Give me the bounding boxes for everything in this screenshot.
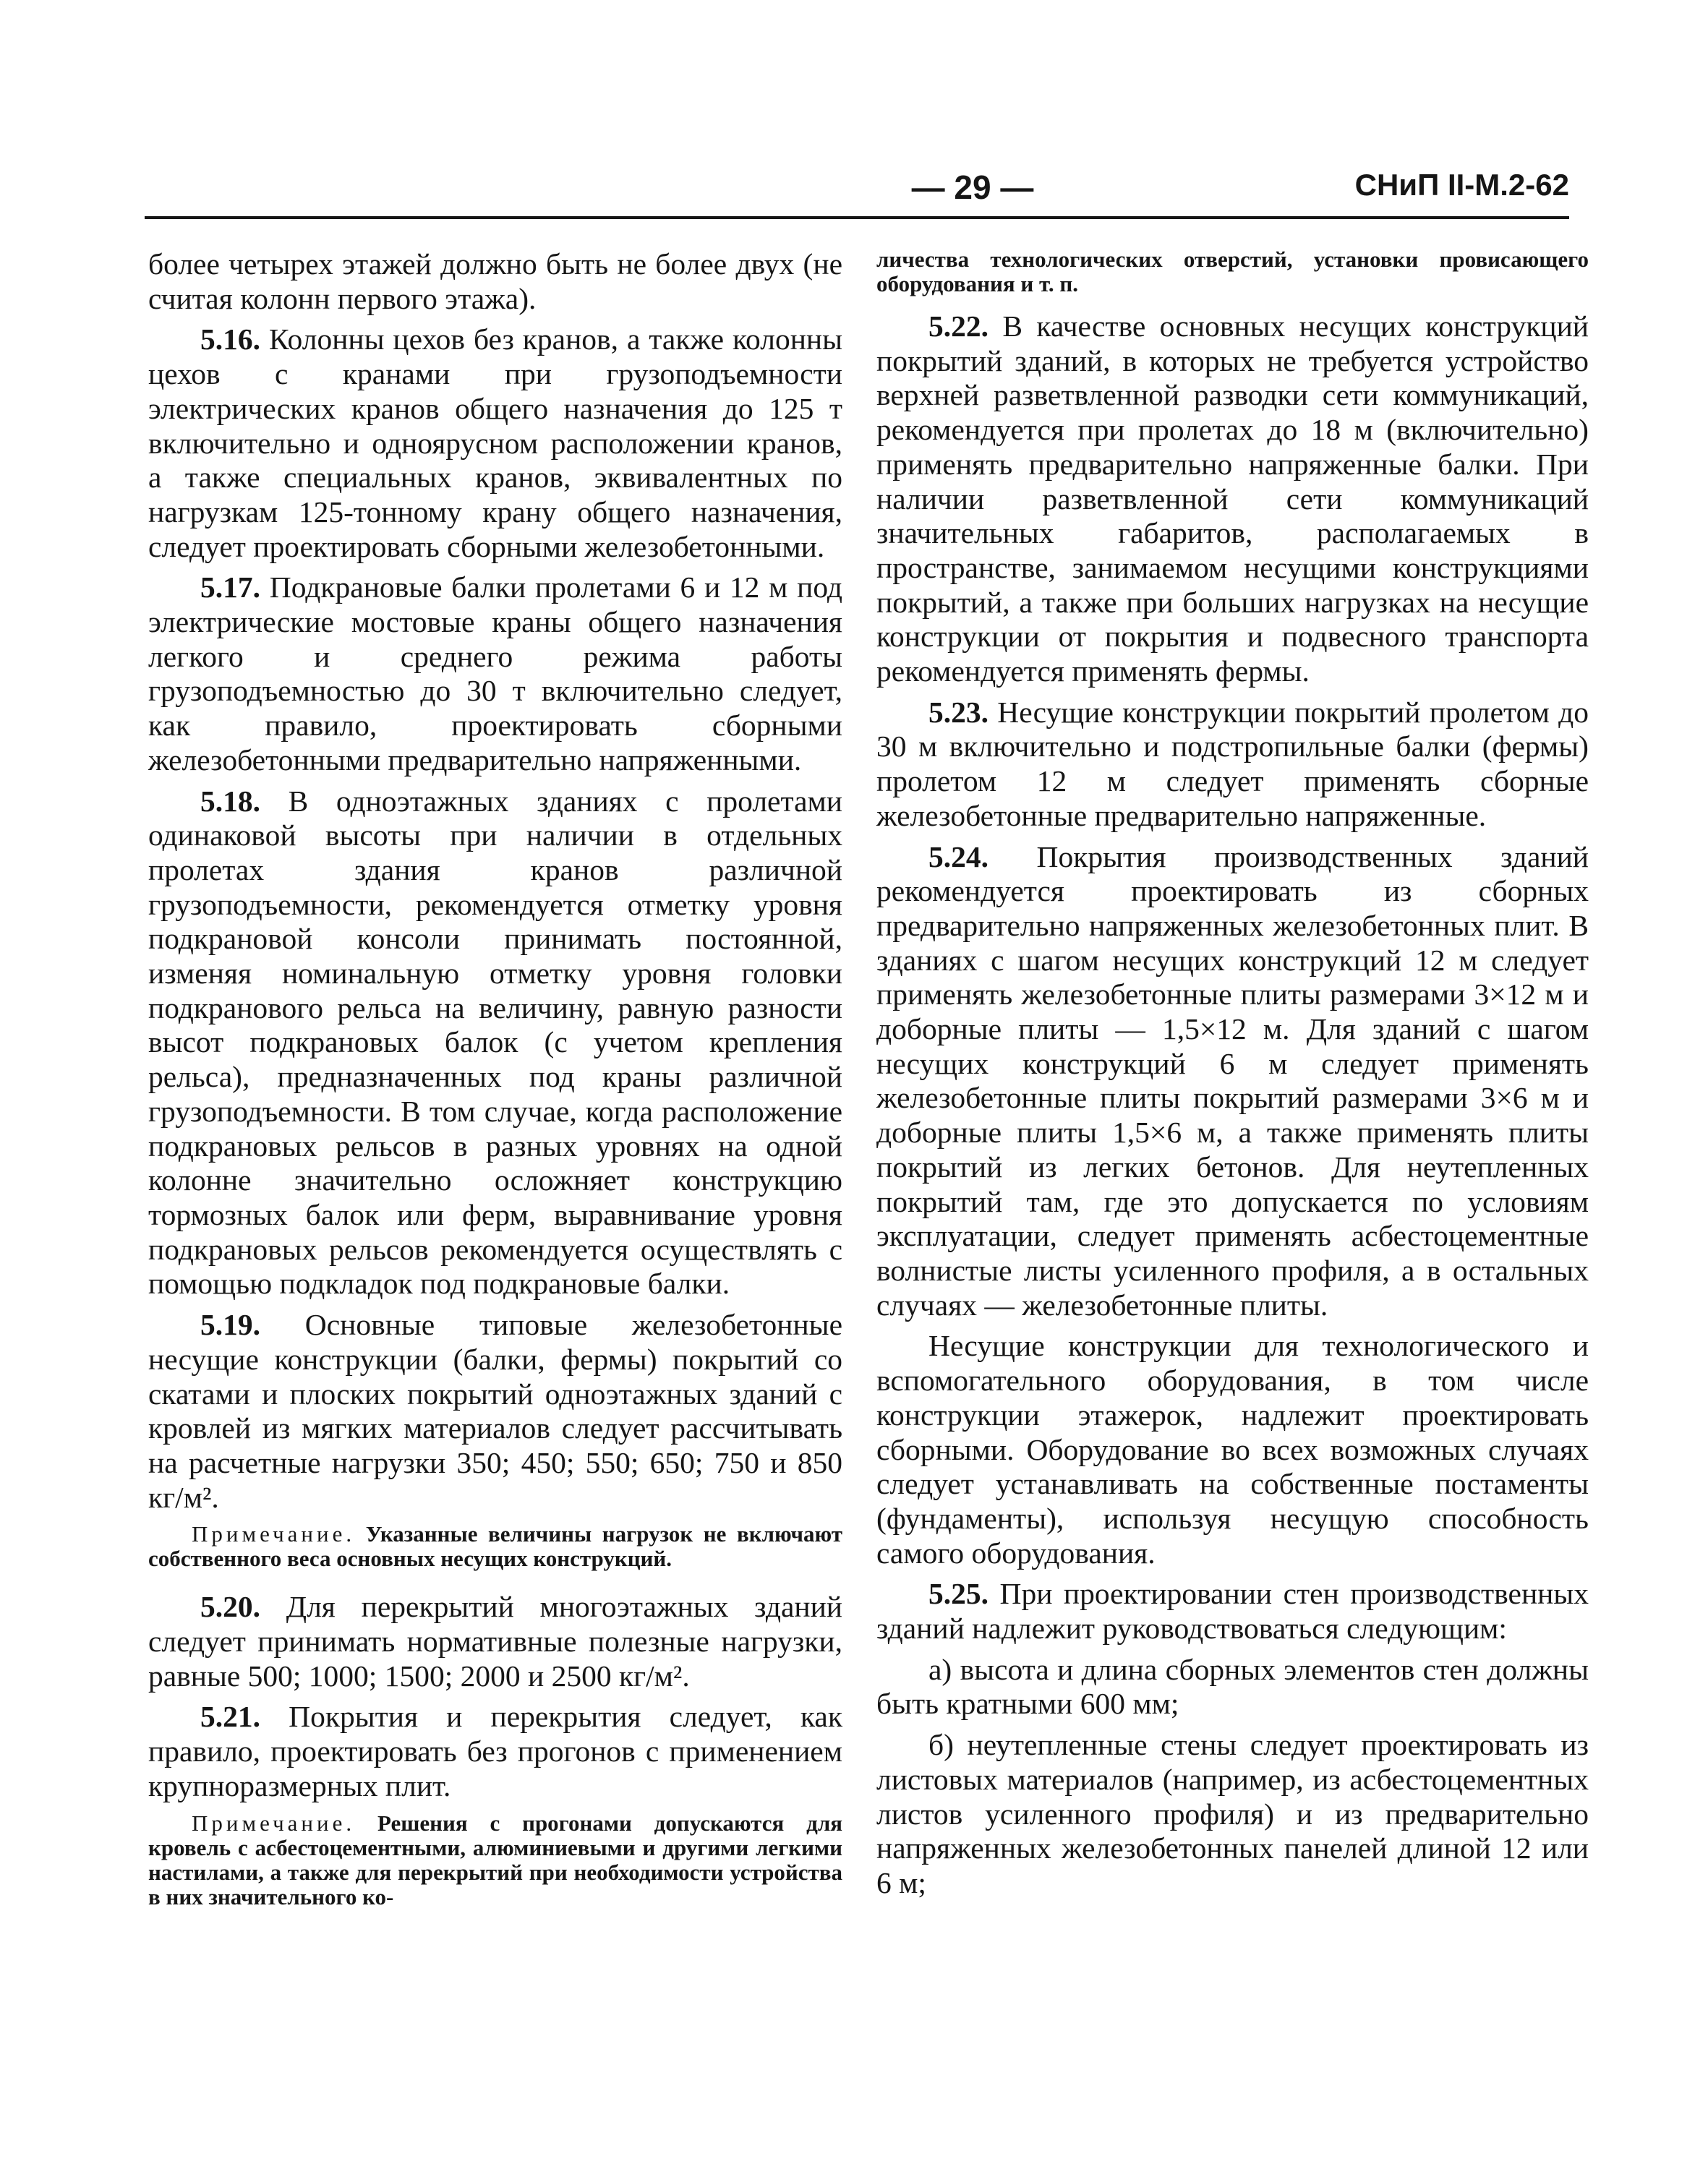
paragraph-text: Основные типовые железобетонные несущие конструкции (балки, фермы) покрытий со скатами и плоских покрытий одноэтажных зданий с кровлей из мягких материалов следует рассчитывать на расчетные нагрузки 350; 450; 550; 650; 750 и 850 кг/м². (148, 1308, 842, 1514)
header-rule (145, 216, 1569, 219)
paragraph (876, 1728, 1589, 1901)
clause-number: 5.25. (928, 1577, 988, 1611)
clause-5.17 (148, 570, 842, 777)
paragraph-text: Покрытия и перекрытия следует, как правило, проектировать без прогонов с применением крупноразмерных плит. (148, 1700, 842, 1802)
paragraph-text: Для перекрытий многоэтажных зданий следует принимать нормативные полезные нагрузки, равные 500; 1000; 1500; 2000 и 2500 кг/м². (148, 1590, 842, 1693)
paragraph-text: более четырех этажей должно быть не более двух (не считая колонн первого этажа). (148, 247, 842, 315)
document-code: СНиП II-М.2-62 (1354, 168, 1569, 202)
clause-number: 5.23. (928, 695, 988, 729)
paragraph-text: Несущие конструкции покрытий пролетом до 30 м включительно и подстропильные балки (фермы) пролетом 12 м следует применять сборные железобетонные предварительно напряженные. (876, 695, 1589, 832)
page-header (145, 168, 1569, 218)
clause-5.25 (876, 1577, 1589, 1646)
paragraph-text: а) высота и длина сборных элементов стен должны быть кратными 600 мм; (876, 1652, 1589, 1721)
clause-number: 5.19. (200, 1308, 260, 1342)
note (148, 1522, 842, 1571)
note-label: Примечание. (192, 1521, 356, 1547)
paragraph-text: б) неутепленные стены следует проектировать из листовых материалов (например, из асбестоцементных листов усиленного профиля) и из предварительно напряженных железобетонных панелей длиной 12 или 6 м; (876, 1728, 1589, 1899)
page-number: — 29 — (911, 168, 1034, 206)
clause-5.19 (148, 1308, 842, 1515)
note-label: Примечание. (192, 1810, 356, 1836)
clause-5.16 (148, 322, 842, 564)
clause-5.20 (148, 1590, 842, 1693)
clause-number: 5.21. (200, 1700, 260, 1734)
paragraph-text: Покрытия производственных зданий рекомендуется проектировать из сборных предварительно напряженных железобетонных плит. В зданиях с шагом несущих конструкций 12 м следует применять железобетонные плиты размерами 3×12 м и доборные плиты — 1,5×12 м. Для зданий с шагом несущих конструкций 6 м следует применять железобетонные плиты покрытий размерами 3×6 м и доборные плиты 1,5×6 м, а также применять плиты покрытий из легких бетонов. Для неутепленных покрытий там, где это допускается по условиям эксплуатации, следует применять асбестоцементные волнистые листы усиленного профиля, а в остальных случаях — железобетонные плиты. (876, 839, 1589, 1322)
left-column (148, 247, 842, 1928)
paragraph-text: В качестве основных несущих конструкций покрытий зданий, в которых не требуется устройство верхней разветвленной разводки сети коммуникаций, рекомендуется при пролетах до 18 м (включительно) применять предварительно напряженные балки. При наличии разветвленной сети коммуникаций значительных габаритов, располагаемых в пространстве, занимаемом несущими конструкциями покрытий, а также при больших нагрузках на несущие конструкции от покрытия и подвесного транспорта рекомендуется применять фермы. (876, 309, 1589, 688)
paragraph-text: В одноэтажных зданиях с пролетами одинаковой высоты при наличии в отдельных пролетах здания кранов различной грузоподъемности, рекомендуется отметку уровня подкрановой консоли принимать постоянной, изменяя номинальную отметку уровня головки подкранового рельса на величину, равную разности высот подкрановых балок (с учетом крепления рельса), предназначенных под краны различной грузоподъемности. В том случае, когда расположение подкрановых рельсов в разных уровнях на одной колонне значительно осложняет конструкцию тормозных балок или ферм, выравнивание уровня подкрановых рельсов рекомендуется осуществлять с помощью подкладок под подкрановые балки. (148, 784, 842, 1301)
paragraph (876, 1329, 1589, 1570)
clause-number: 5.20. (200, 1590, 260, 1624)
clause-5.23 (876, 696, 1589, 834)
paragraph-text: Подкрановые балки пролетами 6 и 12 м под электрические мостовые краны общего назначения легкого и среднего режима работы грузоподъемностью до 30 т включительно следует, как правило, проектировать сборными железобетонными предварительно напряженными. (148, 570, 842, 777)
paragraph-text: Колонны цехов без кранов, а также колонны цехов с кранами при грузоподъемности электрических кранов общего назначения до 125 т включительно и одноярусном расположении кранов, а также специальных кранов, эквивалентных по нагрузкам 125-тонному крану общего назначения, следует проектировать сборными железобетонными. (148, 322, 842, 563)
right-column (876, 247, 1589, 1907)
paragraph-text: Несущие конструкции для технологического и вспомогательного оборудования, в том числе конструкции этажерок, надлежит проектировать сборными. Оборудование во всех возможных случаях следует устанавливать на собственные постаменты (фундаменты), используя несущую способность самого оборудования. (876, 1329, 1589, 1570)
clause-number: 5.18. (200, 784, 260, 818)
clause-5.24 (876, 840, 1589, 1323)
clause-number: 5.24. (928, 839, 988, 873)
note (148, 1811, 842, 1909)
clause-5.21 (148, 1700, 842, 1803)
clause-number: 5.17. (200, 570, 260, 604)
note-text: личества технологических отверстий, установки провисающего оборудования и т. п. (876, 247, 1589, 296)
note-text: Указанные величины нагрузок не включают собственного веса основных несущих конструкций. (148, 1521, 842, 1572)
clause-number: 5.22. (928, 309, 988, 343)
paragraph (876, 1653, 1589, 1722)
note-text: Решения с прогонами допускаются для кровель с асбестоцементными, алюминиевыми и другими легкими настилами, а также для перекрытий при необходимости устройства в них значительного ко- (148, 1810, 842, 1909)
clause-5.22 (876, 309, 1589, 689)
clause-number: 5.16. (200, 322, 260, 356)
clause-5.18 (148, 784, 842, 1302)
note (876, 247, 1589, 296)
paragraph-text: При проектировании стен производственных зданий надлежит руководствоваться следующим: (876, 1577, 1589, 1646)
paragraph (148, 247, 842, 316)
